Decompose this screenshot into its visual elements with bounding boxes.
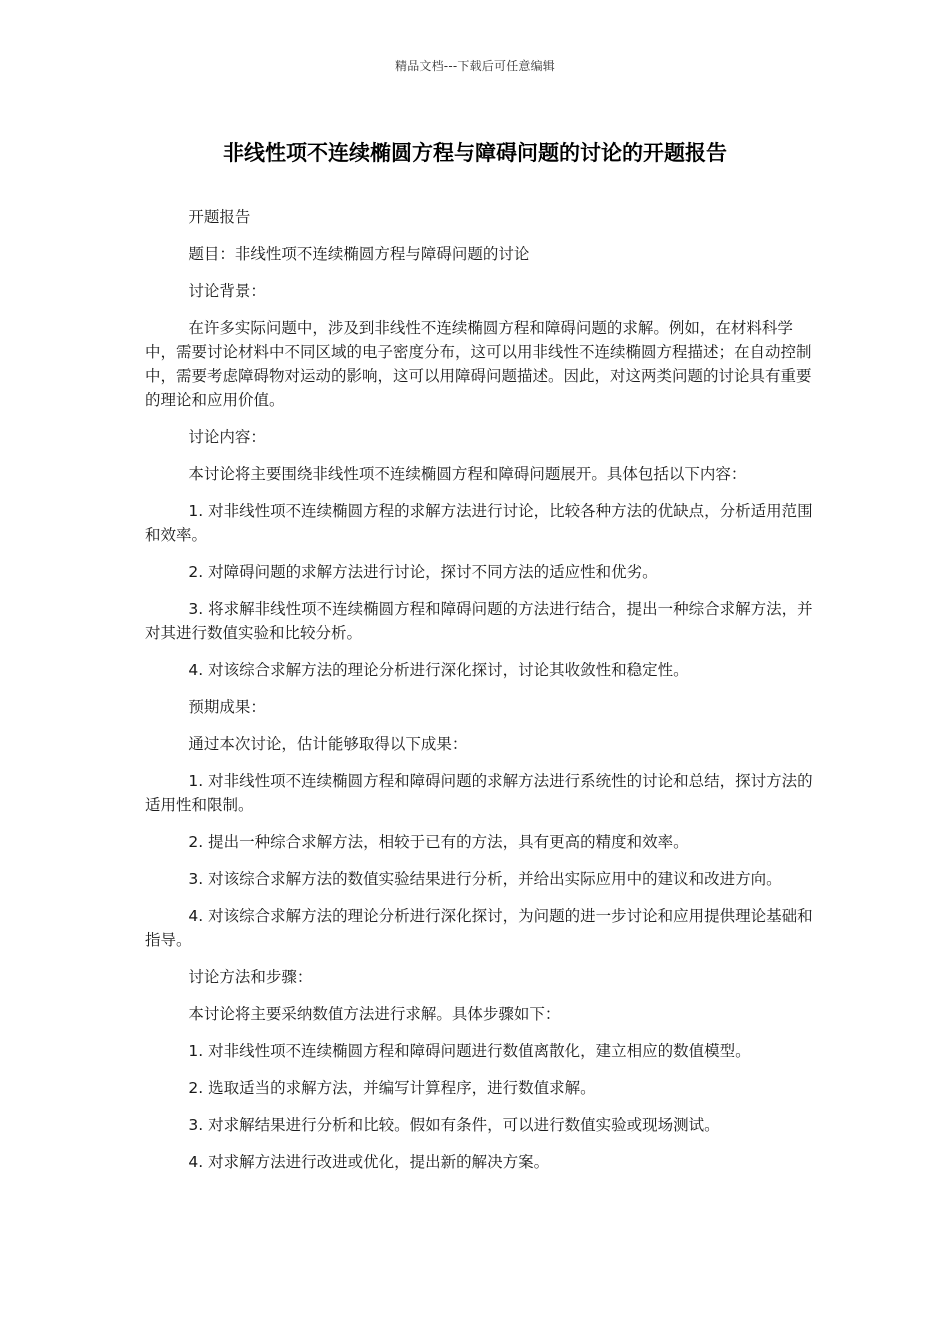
methods-step-4: 4. 对求解方法进行改进或优化，提出新的解决方案。 — [188, 1153, 550, 1171]
section-label-report: 开题报告 — [188, 208, 251, 226]
heading-content: 讨论内容： — [188, 428, 266, 446]
content-intro: 本讨论将主要围绕非线性项不连续椭圆方程和障碍问题展开。具体包括以下内容： — [188, 465, 747, 483]
methods-intro: 本讨论将主要采纳数值方法进行求解。具体步骤如下： — [188, 1005, 561, 1023]
document-body — [145, 205, 813, 1187]
methods-step-3: 3. 对求解结果进行分析和比较。假如有条件，可以进行数值实验或现场测试。 — [188, 1116, 720, 1134]
content-item-4: 4. 对该综合求解方法的理论分析进行深化探讨，讨论其收敛性和稳定性。 — [188, 661, 689, 679]
content-item-1: 1. 对非线性项不连续椭圆方程的求解方法进行讨论，比较各种方法的优缺点，分析适用范围和效率。 — [145, 502, 813, 544]
content-item-3: 3. 将求解非线性项不连续椭圆方程和障碍问题的方法进行结合，提出一种综合求解方法，并对其进行数值实验和比较分析。 — [145, 600, 813, 642]
background-paragraph: 在许多实际问题中，涉及到非线性不连续椭圆方程和障碍问题的求解。例如，在材料科学中，需要讨论材料中不同区域的电子密度分布，这可以用非线性不连续椭圆方程描述；在自动控制中，需要考虑障碍物对运动的影响，这可以用障碍问题描述。因此，对这两类问题的讨论具有重要的理论和应用价值。 — [145, 319, 812, 409]
methods-step-1: 1. 对非线性项不连续椭圆方程和障碍问题进行数值离散化，建立相应的数值模型。 — [188, 1042, 751, 1060]
content-item-2: 2. 对障碍问题的求解方法进行讨论，探讨不同方法的适应性和优劣。 — [188, 563, 658, 581]
document-title: 非线性项不连续椭圆方程与障碍问题的讨论的开题报告 — [223, 141, 727, 165]
header-note: 精品文档---下载后可任意编辑 — [395, 59, 555, 73]
heading-expected-results: 预期成果： — [188, 698, 266, 716]
topic-line: 题目：非线性项不连续椭圆方程与障碍问题的讨论 — [188, 245, 530, 263]
methods-step-2: 2. 选取适当的求解方法，并编写计算程序，进行数值求解。 — [188, 1079, 596, 1097]
heading-methods: 讨论方法和步骤： — [188, 968, 313, 986]
results-item-2: 2. 提出一种综合求解方法，相较于已有的方法，具有更高的精度和效率。 — [188, 833, 689, 851]
results-item-3: 3. 对该综合求解方法的数值实验结果进行分析，并给出实际应用中的建议和改进方向。 — [188, 870, 782, 888]
results-item-4: 4. 对该综合求解方法的理论分析进行深化探讨，为问题的进一步讨论和应用提供理论基础和指导。 — [145, 907, 813, 949]
results-intro: 通过本次讨论，估计能够取得以下成果： — [188, 735, 468, 753]
heading-background: 讨论背景： — [188, 282, 266, 300]
results-item-1: 1. 对非线性项不连续椭圆方程和障碍问题的求解方法进行系统性的讨论和总结，探讨方法的适用性和限制。 — [145, 772, 813, 814]
